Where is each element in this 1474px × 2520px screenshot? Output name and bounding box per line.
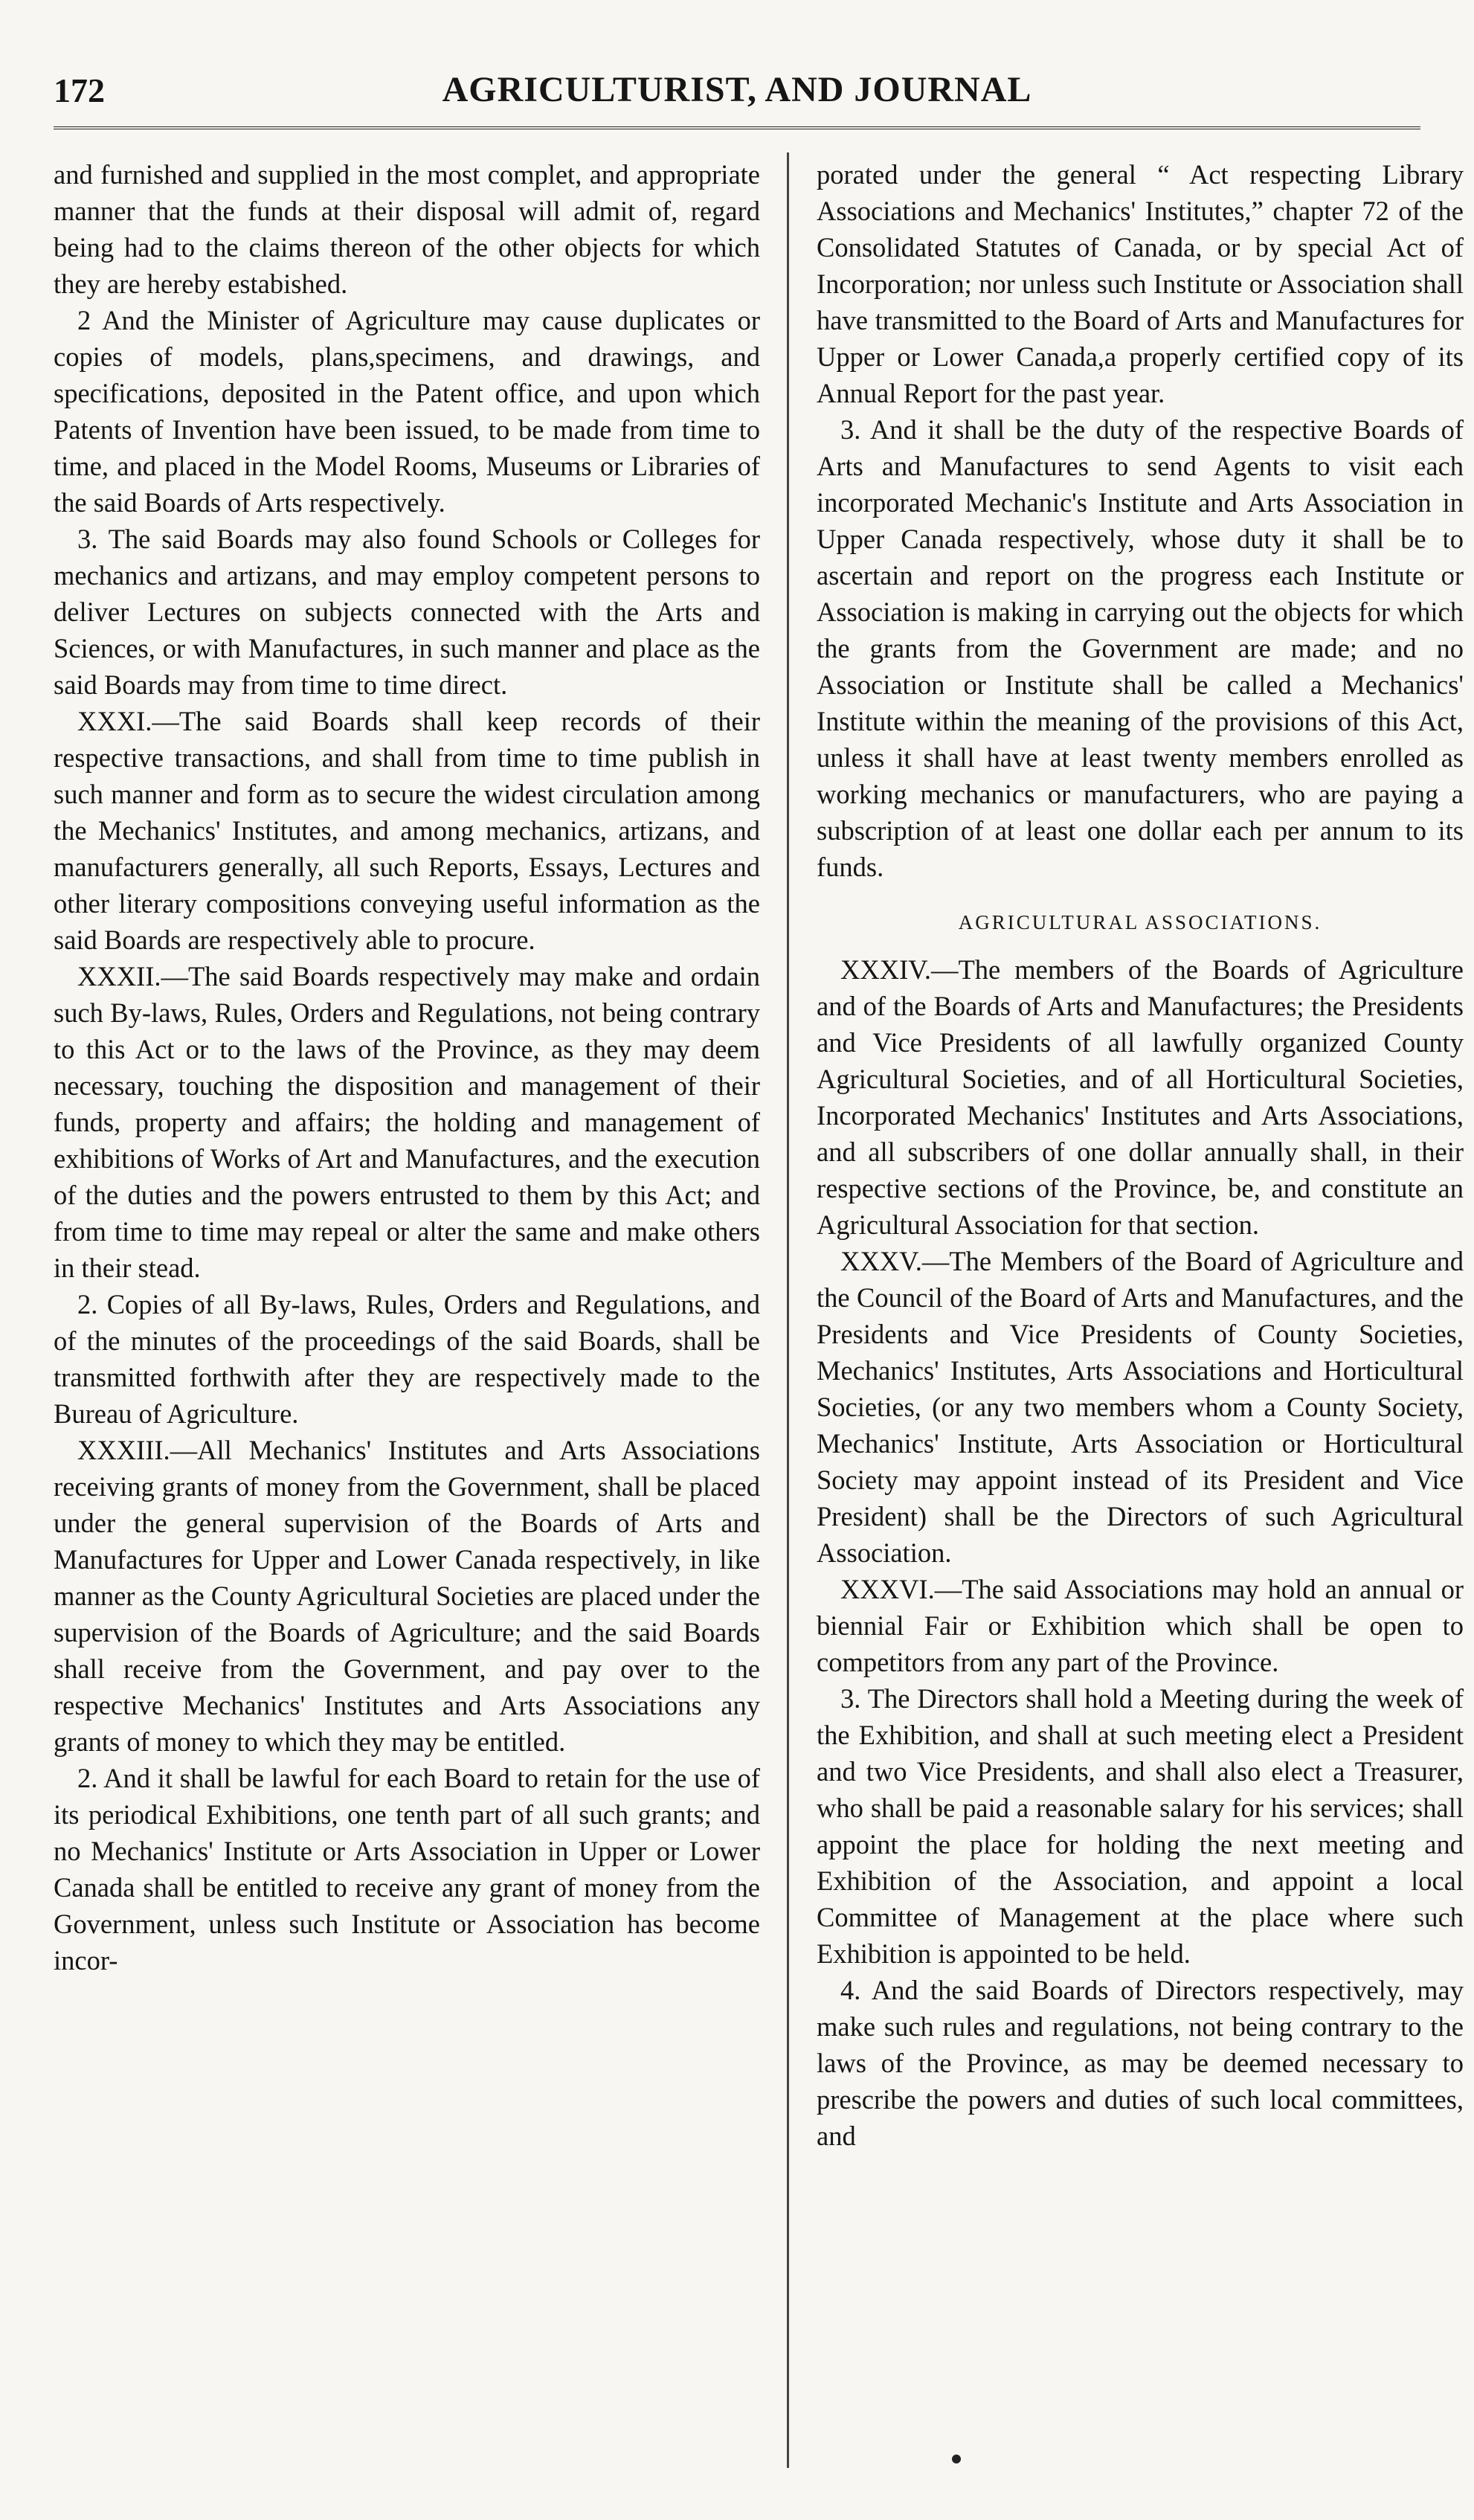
paragraph: XXXV.—The Members of the Board of Agriculture and the Council of the Board of Arts and Manufactures, and the Presidents and Vice Presidents of County Societies, Mechanics' Institutes, Arts Associations and Horticultural Societies, (or any two members whom a County Society, Mechanics' Institute, Arts Association or Horticultural Society may appoint instead of its President and Vice President) shall be the Directors of such Agricultural Association. <box>817 1246 1464 1568</box>
paragraph: 4. And the said Boards of Directors respectively, may make such rules and regulations, not being contrary to the laws of the Province, as may be deemed necessary to prescribe the powers and duties of such local committees, and <box>817 1975 1464 2151</box>
ink-dot <box>952 2455 961 2463</box>
paragraph: XXXIII.—All Mechanics' Institutes and Arts Associations receiving grants of money from the Government, shall be placed under the general supervision of the Boards of Arts and Manufactures for Upper and Lower Canada respectively, in like manner as the County Agricultural Societies are placed under the supervision of the Boards of Agriculture; and the said Boards shall receive from the Government, and pay over to the respective Mechanics' Institutes and Arts Associations any grants of money to which they may be entitled. <box>54 1435 760 1757</box>
right-column <box>817 156 1464 2475</box>
page-header <box>54 63 1420 115</box>
paragraph: 2 And the Minister of Agriculture may cause duplicates or copies of models, plans,specimens, and drawings, and specifications, deposited in the Patent office, and upon which Patents of Invention have been issued, to be made from time to time, and placed in the Model Rooms, Museums or Libraries of the said Boards of Arts respectively. <box>54 305 760 518</box>
paragraph: and furnished and supplied in the most complet, and appropriate manner that the funds at their disposal will admit of, regard being had to the claims thereon of the other objects for which they are hereby estabished. <box>54 159 760 299</box>
column-divider <box>787 152 789 2468</box>
paragraph: 2. Copies of all By-laws, Rules, Orders and Regulations, and of the minutes of the proceedings of the said Boards, shall be transmitted forthwith after they are respectively made to the Bureau of Agriculture. <box>54 1289 760 1429</box>
paragraph: XXXI.—The said Boards shall keep records of their respective transactions, and shall from time to time publish in such manner and form as to secure the widest circulation among the Mechanics' Institutes, and among mechanics, artizans, and manufacturers generally, all such Reports, Essays, Lectures and other literary compositions conveying useful information as the said Boards are respectively able to procure. <box>54 706 760 955</box>
section-heading: AGRICULTURAL ASSOCIATIONS. <box>958 911 1322 933</box>
page-number: 172 <box>54 71 105 109</box>
paragraph: XXXIV.—The members of the Boards of Agriculture and of the Boards of Arts and Manufactures; the Presidents and Vice Presidents of all lawfully organized County Agricultural Societies, and of all Horticultural Societies, Incorporated Mechanics' Institutes and Arts Associations, and all subscribers of one dollar annually shall, in their respective sections of the Province, be, and constitute an Agricultural Association for that section. <box>817 954 1464 1240</box>
paragraph: 3. The said Boards may also found Schools or Colleges for mechanics and artizans, and may employ competent persons to deliver Lectures on subjects connected with the Arts and Sciences, or with Manufactures, in such manner and place as the said Boards may from time to time direct. <box>54 524 760 700</box>
paragraph: 2. And it shall be lawful for each Board to retain for the use of its periodical Exhibitions, one tenth part of all such grants; and no Mechanics' Institute or Arts Association in Upper or Lower Canada shall be entitled to receive any grant of money from the Government, unless such Institute or Association has become incor- <box>54 1763 760 1976</box>
left-column <box>54 156 760 2475</box>
paragraph: 3. The Directors shall hold a Meeting during the week of the Exhibition, and shall at such meeting elect a President and two Vice Presidents, and shall also elect a Treasurer, who shall be paid a reasonable salary for his services; shall appoint the place for holding the next meeting and Exhibition of the Association, and appoint a local Committee of Management at the place where such Exhibition is appointed to be held. <box>817 1683 1464 1969</box>
header-rule <box>54 126 1420 129</box>
paragraph: 3. And it shall be the duty of the respective Boards of Arts and Manufactures to send Agents to visit each incorporated Mechanic's Institute and Arts Association in Upper Canada respectively, whose duty it shall be to ascertain and report on the progress each Institute or Association is making in carrying out the objects for which the grants from the Government are made; and no Association or Institute shall be called a Mechanics' Institute within the meaning of the provisions of this Act, unless it shall have at least twenty members enrolled as working mechanics or manufacturers, who are paying a subscription of at least one dollar each per annum to its funds. <box>817 414 1464 882</box>
paragraph: XXXII.—The said Boards respectively may make and ordain such By-laws, Rules, Orders and Regulations, not being contrary to this Act or to the laws of the Province, as they may deem necessary, touching the disposition and management of their funds, property and affairs; the holding and management of exhibitions of Works of Art and Manufactures, and the execution of the duties and the powers entrusted to them by this Act; and from time to time may repeal or alter the same and make others in their stead. <box>54 961 760 1283</box>
paragraph: XXXVI.—The said Associations may hold an annual or biennial Fair or Exhibition which shall be open to competitors from any part of the Province. <box>817 1574 1464 1677</box>
running-title: AGRICULTURIST, AND JOURNAL <box>442 69 1032 109</box>
paragraph: porated under the general “ Act respecting Library Associations and Mechanics' Institutes,” chapter 72 of the Consolidated Statutes of Canada, or by special Act of Incorporation; nor unless such Institute or Association shall have transmitted to the Board of Arts and Manufactures for Upper or Lower Canada,a properly certified copy of its Annual Report for the past year. <box>817 159 1464 408</box>
